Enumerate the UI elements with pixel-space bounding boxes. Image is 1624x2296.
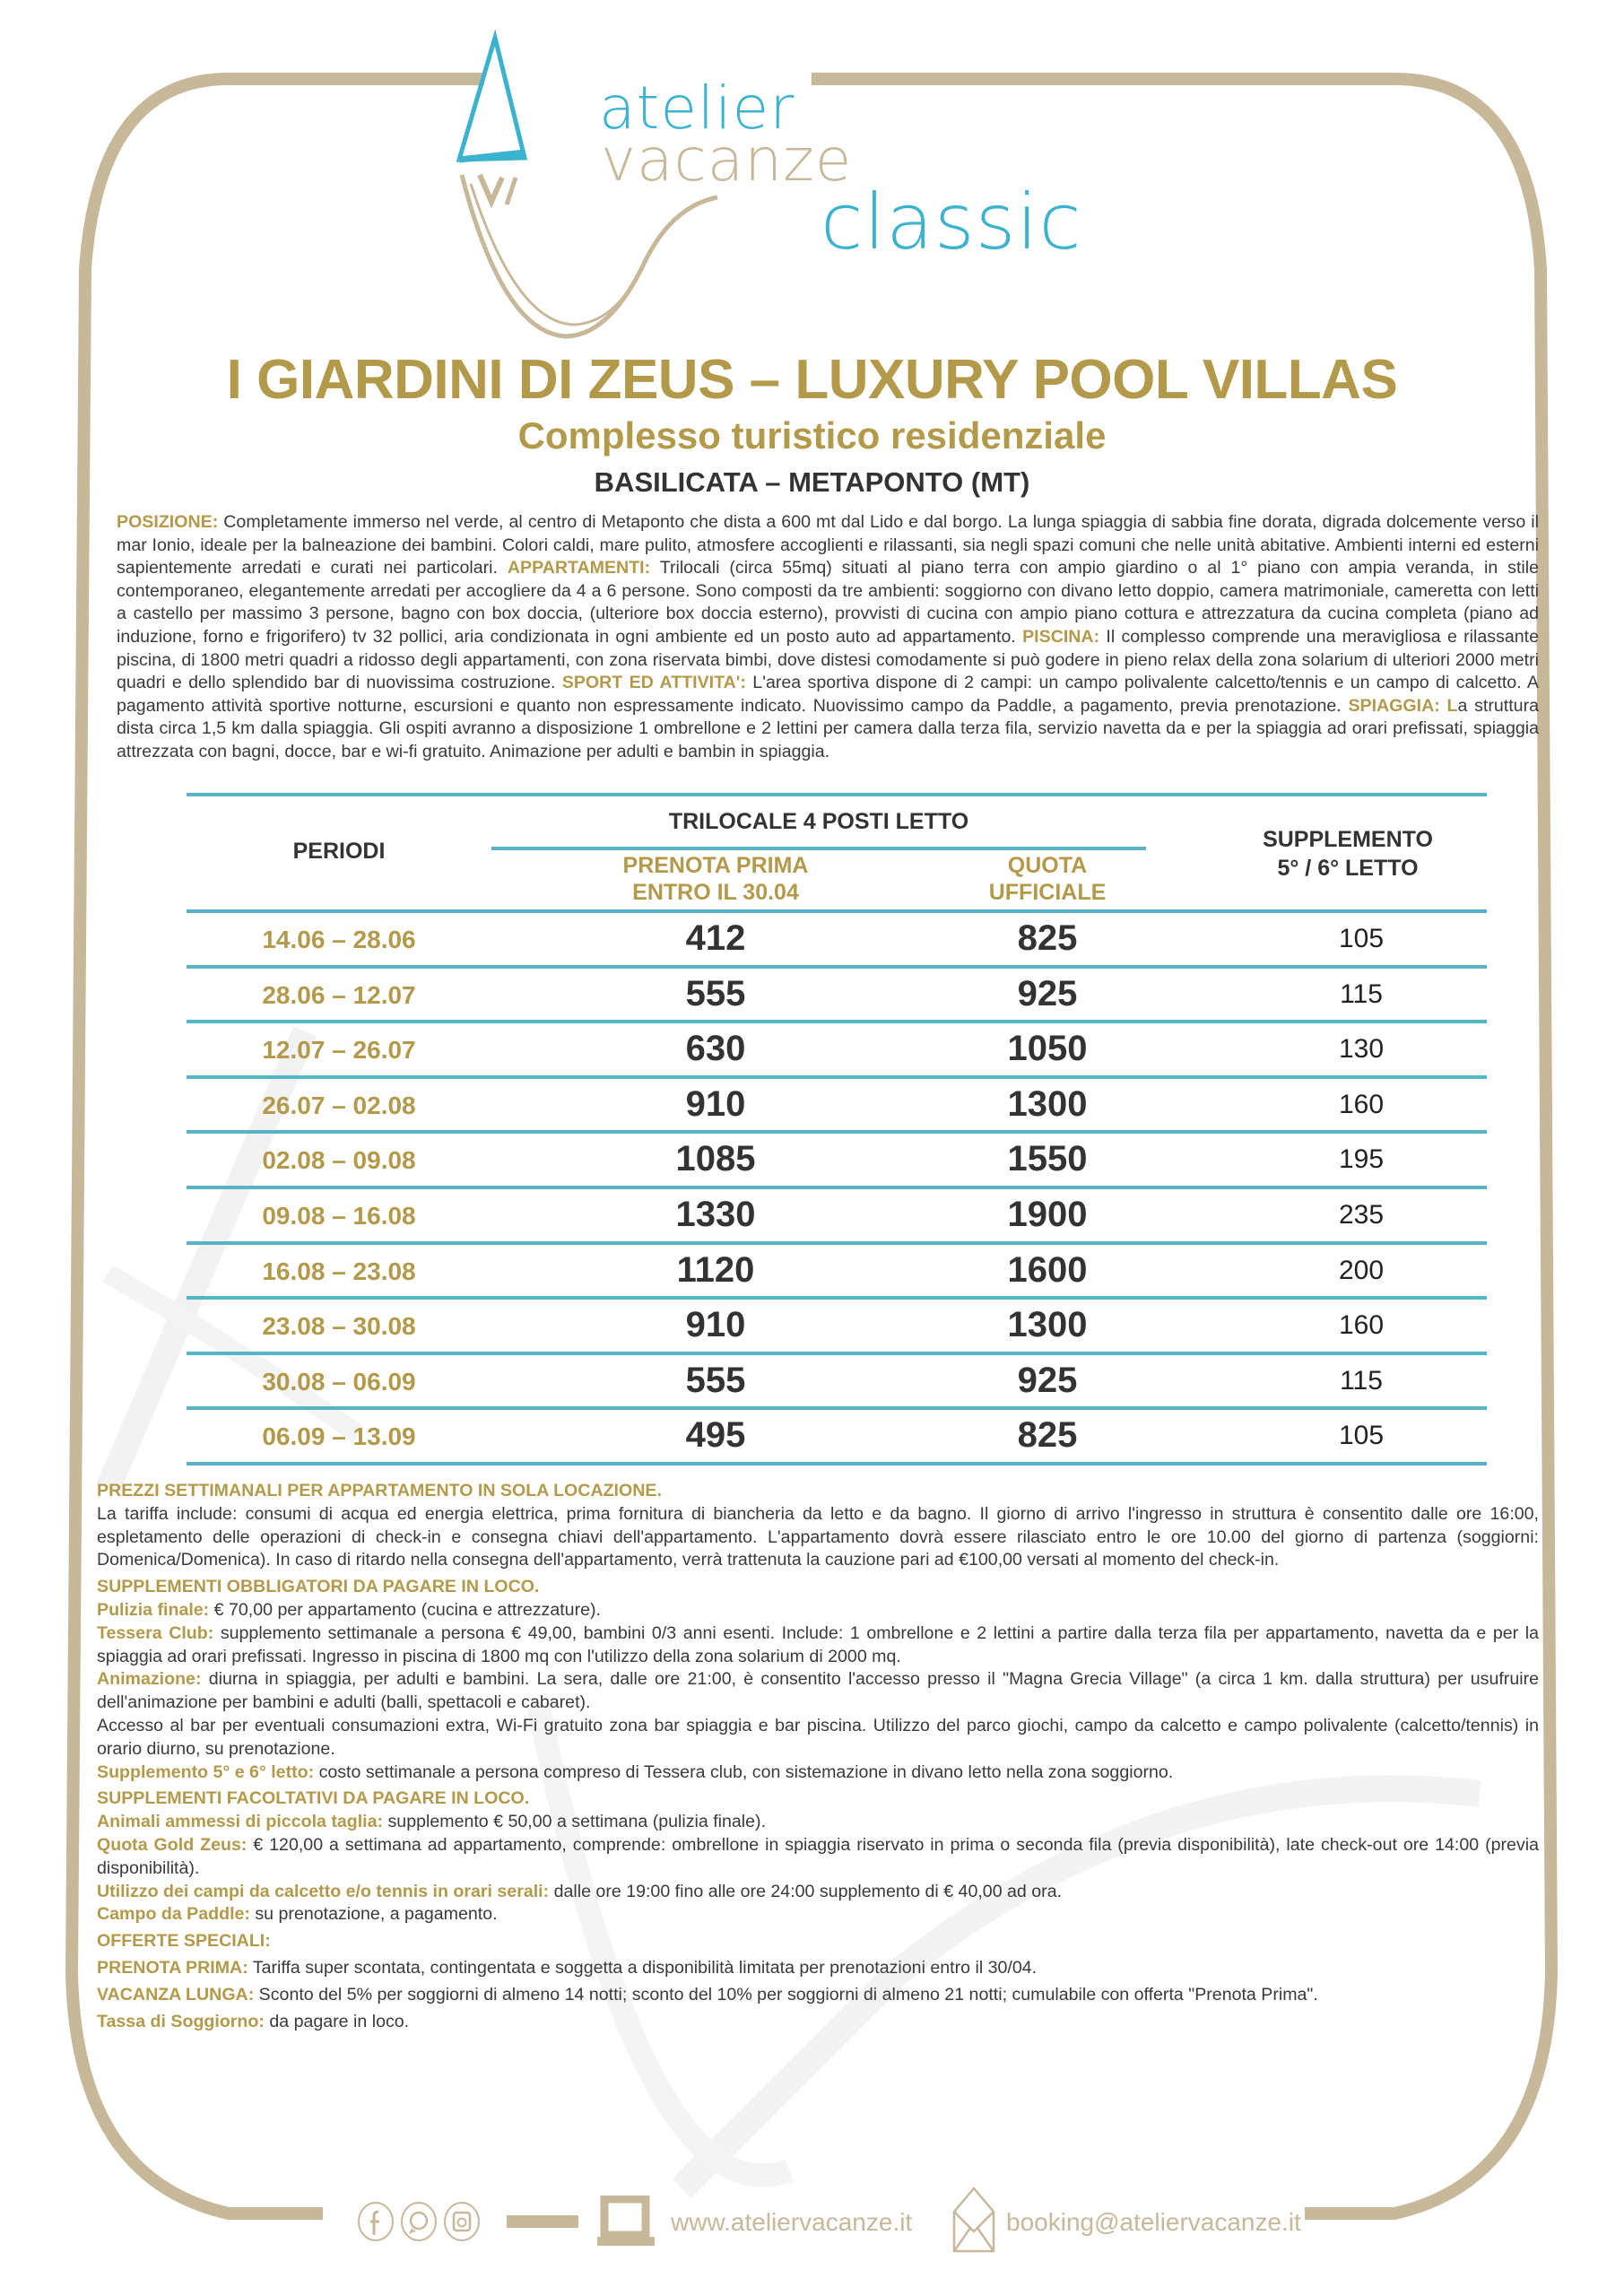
prezzi-text: La tariffa include: consumi di acqua ed energia elettrica, prima fornitura di biancheria da letto e da bagno. Il giorno di arrivo l'ingresso in struttura è consentito dalle ore 16:00, espletamento delle operazioni di check-in e consegna chiavi dell'appartamento. L'appartamento dovrà essere rilasciato entro le ore 10.00 del giorno di partenza (soggiorni: Domenica/Domenica). In caso di ritardo nella consegna dell'appartamento, verrà trattenuta la cauzione pari ad €100,00 versati al momento del check-in. <box>97 1503 1539 1570</box>
table-row <box>187 1134 1487 1189</box>
brand-logo <box>430 27 1148 341</box>
accesso-text: Accesso al bar per eventuali consumazioni extra, Wi-Fi gratuito zona bar spiaggia e bar piscina. Utilizzo del parco giochi, campo da calcetto e campo polivalente (calcetto/tennis) in orario diurno, su prenotazione. <box>97 1715 1539 1759</box>
logo-atelier-text: atelier <box>599 74 795 143</box>
sport-text: L'area sportiva dispone di 2 campi: un campo polivalente calcetto/tennis e un campo di calcetto. A pagamento attività sportive notturne, escursioni e quanto non espressamente indicato. Nuovissimo campo da Paddle, a pagamento, previa prenotazione. <box>117 673 1539 716</box>
header-supplemento <box>1209 825 1487 883</box>
period-cell: 12.07 – 26.07 <box>262 1036 416 1065</box>
gold-zeus-item <box>97 1834 1539 1881</box>
period-cell: 06.09 – 13.09 <box>262 1422 416 1451</box>
supplemento-price: 105 <box>1338 924 1385 953</box>
header-prenota-prima <box>545 852 886 906</box>
quota-ufficiale-price: 1300 <box>1007 1083 1088 1124</box>
table-row <box>187 1023 1487 1079</box>
laptop-icon <box>595 2196 658 2249</box>
tassa-label: Tassa di Soggiorno: <box>97 2011 265 2031</box>
posizione-label: POSIZIONE: <box>117 512 219 532</box>
prenota-prima-item <box>97 1957 1539 1980</box>
obbligatori-heading: SUPPLEMENTI OBBLIGATORI DA PAGARE IN LOCO. <box>97 1577 540 1597</box>
prezzi-heading: PREZZI SETTIMANALI PER APPARTAMENTO IN SOLA LOCAZIONE. <box>97 1481 662 1500</box>
quota-ufficiale-price: 825 <box>1017 918 1078 958</box>
email-link[interactable]: booking@ateliervacanze.it <box>1006 2208 1301 2236</box>
whatsapp-icon[interactable] <box>400 2201 438 2242</box>
animazione-text: diurna in spiaggia, per adulti e bambini. La sera, dalle ore 21:00, è consentito l'accesso presso il "Magna Grecia Village" (a circa 1 km. dalla struttura) per usufruire dell'animazione per bambini e adulti (balli, spettacoli e cabaret). <box>97 1669 1539 1713</box>
header-prenota-line2: ENTRO IL 30.04 <box>632 880 799 905</box>
sport-label: SPORT ED ATTIVITA': <box>561 673 746 693</box>
tassa-text: da pagare in loco. <box>264 2011 410 2031</box>
period-cell: 23.08 – 30.08 <box>262 1312 416 1341</box>
header-quota-line2: UFFICIALE <box>988 880 1107 905</box>
page-subtitle: Complesso turistico residenziale <box>517 414 1107 457</box>
table-row <box>187 1410 1487 1465</box>
piscina-label: PISCINA: <box>1022 626 1100 647</box>
campi-item <box>97 1881 1539 1904</box>
animazione-label: Animazione: <box>97 1669 202 1690</box>
vacanza-lunga-label: VACANZA LUNGA: <box>97 1984 255 2005</box>
supp56-label: Supplemento 5° e 6° letto: <box>97 1761 315 1782</box>
quota-ufficiale-price: 825 <box>1017 1415 1078 1456</box>
header-quota-ufficiale <box>886 852 1209 906</box>
quota-ufficiale-price: 1900 <box>1007 1195 1088 1234</box>
table-row <box>187 1355 1487 1411</box>
paddle-item <box>97 1903 1539 1926</box>
vacanza-lunga-text: Sconto del 5% per soggiorni di almeno 14 notti; sconto del 10% per soggiorni di almeno 21 notti; cumulabile con offerta "Prenota Prima". <box>254 1984 1318 2005</box>
table-row <box>187 913 1487 969</box>
period-cell: 26.07 – 02.08 <box>262 1091 416 1119</box>
footer <box>0 2196 1624 2258</box>
header-periodi: PERIODI <box>292 839 386 864</box>
tessera-label: Tessera Club: <box>97 1622 214 1643</box>
supplemento-price: 195 <box>1338 1144 1385 1175</box>
supplemento-price: 130 <box>1338 1034 1385 1065</box>
header-supp-line1: SUPPLEMENTO <box>1263 827 1433 852</box>
table-row <box>187 969 1487 1024</box>
paddle-label: Campo da Paddle: <box>97 1904 250 1925</box>
page-title: I GIARDINI DI ZEUS – LUXURY POOL VILLAS <box>226 349 1398 411</box>
header-quota-line1: QUOTA <box>1007 853 1088 878</box>
animazione-item <box>97 1668 1539 1715</box>
prenota-prima-price: 412 <box>685 918 746 958</box>
period-cell: 28.06 – 12.07 <box>262 980 416 1009</box>
prenota-prima-price: 1120 <box>676 1249 755 1290</box>
animali-item <box>97 1811 1539 1834</box>
table-row <box>187 1079 1487 1135</box>
location-label: BASILICATA – METAPONTO (MT) <box>594 466 1030 498</box>
supplemento-price: 160 <box>1338 1089 1385 1119</box>
supplemento-price: 200 <box>1338 1255 1385 1285</box>
table-top-rule <box>187 793 1487 796</box>
spiaggia-label: SPIAGGIA: L <box>1348 695 1458 716</box>
tessera-item <box>97 1622 1539 1669</box>
period-cell: 02.08 – 09.08 <box>262 1146 416 1175</box>
prenota-prima-price: 1330 <box>675 1195 756 1234</box>
prenota-prima-price: 555 <box>685 1360 746 1400</box>
header-supp-line2: 5° / 6° LETTO <box>1277 856 1419 881</box>
logo-classic-text: classic <box>821 178 1082 267</box>
spiaggia-text: a struttura dista circa 1,5 km dalla spiaggia. Gli ospiti avranno a disposizione 1 ombrellone e 2 lettini per camera dalla terza fila, servizio navetta da e per la spiaggia ad orari prefissati, spiaggia attrezzata con bagni, docce, bar e wi-fi gratuito. Animazione per adulti e bambin in spiaggia. <box>117 695 1539 761</box>
prenota-prima-price: 910 <box>685 1305 746 1345</box>
header-trilocale: TRILOCALE 4 POSTI LETTO <box>668 809 969 834</box>
website-link[interactable]: www.ateliervacanze.it <box>671 2208 913 2236</box>
prenota-prima-price: 910 <box>685 1083 746 1124</box>
animali-text: supplemento € 50,00 a settimana (pulizia finale). <box>383 1812 767 1832</box>
campi-text: dalle ore 19:00 fino alle ore 24:00 supplemento di € 40,00 ad ora. <box>549 1881 1063 1901</box>
pulizia-text: € 70,00 per appartamento (cucina e attrezzature). <box>209 1599 601 1620</box>
offerte-heading: OFFERTE SPECIALI: <box>97 1931 271 1952</box>
header-prenota-line1: PRENOTA PRIMA <box>622 853 809 878</box>
paddle-text: su prenotazione, a pagamento. <box>249 1904 498 1925</box>
vacanza-lunga-item <box>97 1984 1539 2007</box>
supplemento-price: 115 <box>1340 978 1383 1009</box>
quota-ufficiale-price: 925 <box>1017 973 1078 1013</box>
quota-ufficiale-price: 1300 <box>1007 1305 1088 1345</box>
posizione-text: Completamente immerso nel verde, al centro di Metaponto che dista a 600 mt dal Lido e dal borgo. La lunga spiaggia di sabbia fine dorata, digrada dolcemente verso il mar Ionio, ideale per la balneazione dei bambini. Colori caldi, mare pulito, atmosfere accoglienti e rilassanti, sia negli spazi comuni che nelle unità abitative. Ambienti interni ed esterni sapientemente arredati e curati nei particolari. <box>117 512 1539 578</box>
appartamenti-label: APPARTAMENTI: <box>507 558 651 578</box>
footer-divider <box>507 2215 578 2228</box>
animali-label: Animali ammessi di piccola taglia: <box>97 1812 384 1832</box>
pulizia-item <box>97 1599 1539 1622</box>
pulizia-label: Pulizia finale: <box>97 1599 210 1620</box>
quota-ufficiale-price: 1550 <box>1007 1139 1088 1179</box>
table-row <box>187 1189 1487 1245</box>
envelope-icon <box>949 2187 999 2255</box>
facoltativi-heading: SUPPLEMENTI FACOLTATIVI DA PAGARE IN LOCO. <box>97 1788 530 1809</box>
facebook-icon[interactable] <box>357 2201 395 2242</box>
period-cell: 16.08 – 23.08 <box>262 1257 416 1285</box>
supp56-text: costo settimanale a persona compreso di Tessera club, con sistemazione in divano letto nella zona soggiorno. <box>314 1761 1174 1782</box>
quota-ufficiale-price: 1600 <box>1007 1249 1088 1290</box>
conditions-section <box>97 1480 1539 2033</box>
tassa-item <box>97 2011 1539 2034</box>
prenota-prima-price: 555 <box>685 973 746 1013</box>
prenota-prima-price: 630 <box>685 1029 746 1069</box>
tessera-text: supplemento settimanale a persona € 49,00, bambini 0/3 anni esenti. Include: 1 ombrellone e 2 lettini a partire dalla terza fila per appartamento, navetta da e per la spiaggia ad orari prefissati. Ingresso in piscina di 1800 mq con l'utilizzo della zona solarium di 2000 mq. <box>97 1622 1540 1666</box>
prenota-prima-price: 1085 <box>675 1139 756 1179</box>
supplemento-price: 105 <box>1338 1421 1385 1451</box>
quota-ufficiale-price: 925 <box>1017 1360 1078 1400</box>
campi-label: Utilizzo dei campi da calcetto e/o tennis in orari serali: <box>97 1881 550 1901</box>
supplemento-price: 160 <box>1338 1310 1385 1341</box>
supplemento-price: 235 <box>1338 1200 1385 1230</box>
supplemento-price: 115 <box>1340 1365 1383 1396</box>
table-row <box>187 1300 1487 1355</box>
period-cell: 14.06 – 28.06 <box>262 926 416 953</box>
instagram-icon[interactable] <box>443 2201 481 2242</box>
quota-ufficiale-price: 1050 <box>1007 1029 1088 1069</box>
appartamenti-text: Trilocali (circa 55mq) situati al piano terra con ampio giardino o al 1° piano con ampia veranda, in stile contemporaneo, elegantemente arredati per accogliere da 4 a 6 persone. Sono composti da tre ambienti: soggiorno con divano letto doppio, camera matrimoniale, cameretta con letti a castello per massimo 3 persone, bagno con box doccia, (ulteriore box doccia esterno), provvisti di cucina con ampio piano cottura e attrezzatura da cucina completa (piano ad induzione, forno e frigorifero) tv 32 pollici, aria condizionata in ogni ambiente ed un posto auto ad appartamento. <box>117 558 1539 647</box>
period-cell: 09.08 – 16.08 <box>262 1202 416 1230</box>
gold-zeus-text: € 120,00 a settimana ad appartamento, comprende: ombrellone in spiaggia riservato in prima o seconda fila (previa disponibilità), late check-out ore 14:00 (previa disponibilità). <box>97 1834 1539 1878</box>
supp56-item <box>97 1761 1539 1785</box>
description-paragraph <box>117 511 1539 764</box>
prenota-prima-price: 495 <box>685 1415 746 1456</box>
prenota-prima-text: Tariffa super scontata, contingentata e soggetta a disponibilità limitata per prenotazioni entro il 30/04. <box>248 1957 1038 1978</box>
row-rule <box>187 1462 1487 1465</box>
logo-vacanze-text: vacanze <box>601 126 853 195</box>
prenota-prima-label: PRENOTA PRIMA: <box>97 1957 248 1978</box>
table-row <box>187 1245 1487 1300</box>
gold-zeus-label: Quota Gold Zeus: <box>97 1834 248 1855</box>
period-cell: 30.08 – 06.09 <box>262 1367 416 1396</box>
piscina-text: Il complesso comprende una meravigliosa e rilassante piscina, di 1800 metri quadri a ridosso degli appartamenti, con zona riservata bimbi, dove distesi comodamente si può godere in pieno relax della zona solarium di ulteriori 2000 metri quadri e dello splendido bar di nuovissima costruzione. <box>117 626 1539 693</box>
group-header-rule <box>491 847 1146 850</box>
